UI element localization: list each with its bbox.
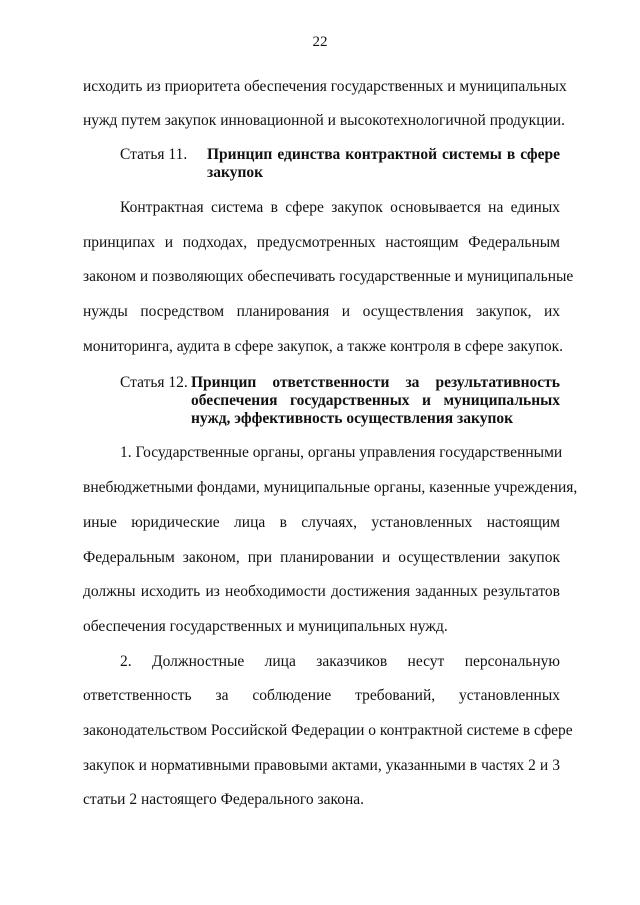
text-line: законом и позволяющих обеспечивать государственные и муниципальные xyxy=(83,268,574,285)
text-line: внебюджетными фондами, муниципальные органы, казенные учреждения, xyxy=(83,479,578,496)
text-line: принципах и подходах, предусмотренных настоящим Федеральным xyxy=(83,234,560,251)
text-line: статьи 2 настоящего Федерального закона. xyxy=(83,791,365,808)
article-11-title: закупок xyxy=(207,164,264,181)
text-line: иные юридические лица в случаях, установленных настоящим xyxy=(83,514,560,531)
text-line: должны исходить из необходимости достижения заданных результатов xyxy=(83,583,560,600)
article-12-label: Статья 12. xyxy=(120,374,188,391)
text-line: обеспечения государственных и муниципальных нужд. xyxy=(83,618,448,635)
text-line: ответственность за соблюдение требований, установленных xyxy=(83,687,560,704)
text-line: мониторинга, аудита в сфере закупок, а также контроля в сфере закупок. xyxy=(83,338,564,355)
text-line: Контрактная система в сфере закупок основывается на единых xyxy=(120,199,560,216)
article-11-label: Статья 11. xyxy=(120,146,188,163)
article-12-title: нужд, эффективность осуществления закупок xyxy=(191,410,514,427)
text-line: 1. Государственные органы, органы управления государственными xyxy=(120,444,563,461)
article-12-title: обеспечения государственных и муниципальных xyxy=(191,392,560,409)
article-11-title: Принцип единства контрактной системы в сфере xyxy=(207,146,560,163)
text-line: Федеральным законом, при планировании и осуществлении закупок xyxy=(83,549,560,566)
page-number: 22 xyxy=(312,34,328,50)
text-line: 2. Должностные лица заказчиков несут персональную xyxy=(120,653,560,670)
text-line: нужд путем закупок инновационной и высокотехнологичной продукции. xyxy=(83,112,565,129)
text-line: закупок и нормативными правовыми актами, указанными в частях 2 и 3 xyxy=(83,757,560,774)
text-line: исходить из приоритета обеспечения государственных и муниципальных xyxy=(83,78,567,95)
text-line: нужды посредством планирования и осуществления закупок, их xyxy=(83,303,560,320)
article-12-title: Принцип ответственности за результативность xyxy=(191,374,560,391)
text-line: законодательством Российской Федерации о контрактной системе в сфере xyxy=(83,722,573,739)
